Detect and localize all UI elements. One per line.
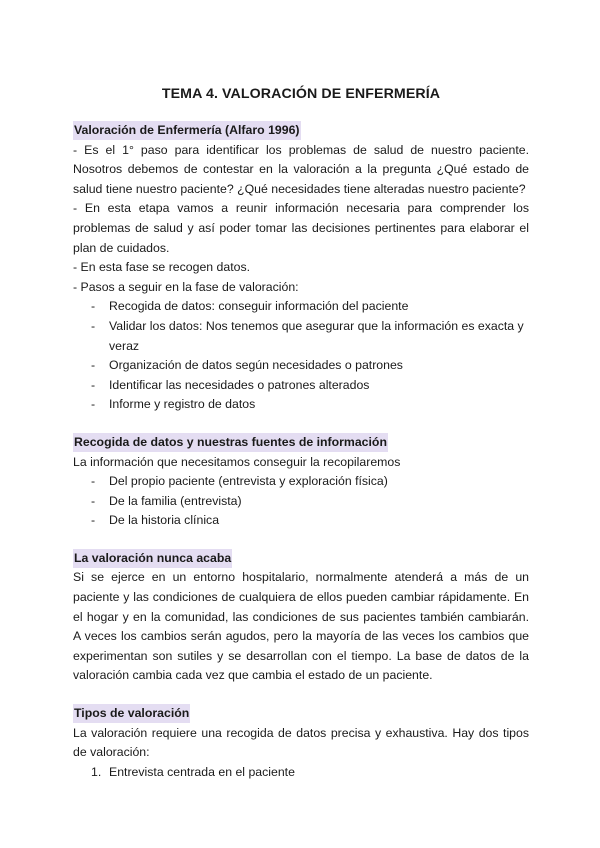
paragraph: - Es el 1° paso para identificar los problemas de salud de nuestro paciente. Nosotros debemos de contestar en la valoración a la pregunta ¿Qué estado de salud tiene nuestro paciente? ¿Qué necesidades tiene alteradas nuestro paciente? [73,142,529,196]
dash-bullet: - [91,474,96,489]
list-item [91,511,529,531]
list-item-text: Del propio paciente (entrevista y exploración física) [109,474,388,489]
dash-bullet: - [91,377,96,392]
paragraph: La información que necesitamos conseguir la recopilaremos [73,454,401,469]
section-valoracion [73,121,529,415]
section-heading: Tipos de valoración [73,704,190,723]
section-recogida-datos [73,433,529,531]
dash-bullet: - [91,358,96,373]
list-item [91,472,529,492]
paragraph: Si se ejerce en un entorno hospitalario, normalmente atenderá a más de un paciente y las condiciones de cualquiera de ellos pueden cambiar rápidamente. En el hogar y en la comunidad, las condiciones de sus pacientes también cambiarán. A veces los cambios serán agudos, pero la mayoría de las veces los cambios que experimentan son sutiles y se desarrollan con el tiempo. La base de datos de la valoración cambia cada vez que cambia el estado de un paciente. [73,570,529,683]
list-item-text: Identificar las necesidades o patrones alterados [109,377,370,392]
steps-list [73,297,529,415]
list-item [91,317,529,356]
list-number: 1. [91,764,102,779]
list-item-text: De la historia clínica [109,513,220,528]
section-heading: Recogida de datos y nuestras fuentes de información [73,433,388,452]
dash-bullet: - [91,318,96,333]
paragraph: - Pasos a seguir en la fase de valoración: [73,279,299,294]
list-item [91,763,529,783]
list-item-text: Entrevista centrada en el paciente [109,764,295,779]
section-heading: La valoración nunca acaba [73,549,232,568]
dash-bullet: - [91,397,96,412]
list-item [91,492,529,512]
list-item-text: Validar los datos: Nos tenemos que asegurar que la información es exacta y veraz [109,318,524,353]
page-title: TEMA 4. VALORACIÓN DE ENFERMERÍA [161,86,441,102]
list-item-text: Informe y registro de datos [109,397,256,412]
numbered-list [73,763,529,783]
dash-bullet: - [91,299,96,314]
list-item-text: De la familia (entrevista) [109,493,242,508]
dash-bullet: - [91,513,96,528]
paragraph: - En esta fase se recogen datos. [73,260,251,275]
section-valoracion-nunca-acaba [73,549,529,686]
section-heading: Valoración de Enfermería (Alfaro 1996) [73,121,301,140]
list-item [91,356,529,376]
paragraph: La valoración requiere una recogida de datos precisa y exhaustiva. Hay dos tipos de valoración: [73,725,529,760]
list-item [91,297,529,317]
section-tipos-valoracion [73,704,529,782]
list-item [91,376,529,396]
sources-list [73,472,529,531]
list-item-text: Recogida de datos: conseguir información del paciente [109,299,409,314]
paragraph: - En esta etapa vamos a reunir información necesaria para comprender los problemas de salud y así poder tomar las decisiones pertinentes para elaborar el plan de cuidados. [73,201,529,255]
list-item-text: Organización de datos según necesidades o patrones [109,358,403,373]
dash-bullet: - [91,493,96,508]
list-item [91,395,529,415]
